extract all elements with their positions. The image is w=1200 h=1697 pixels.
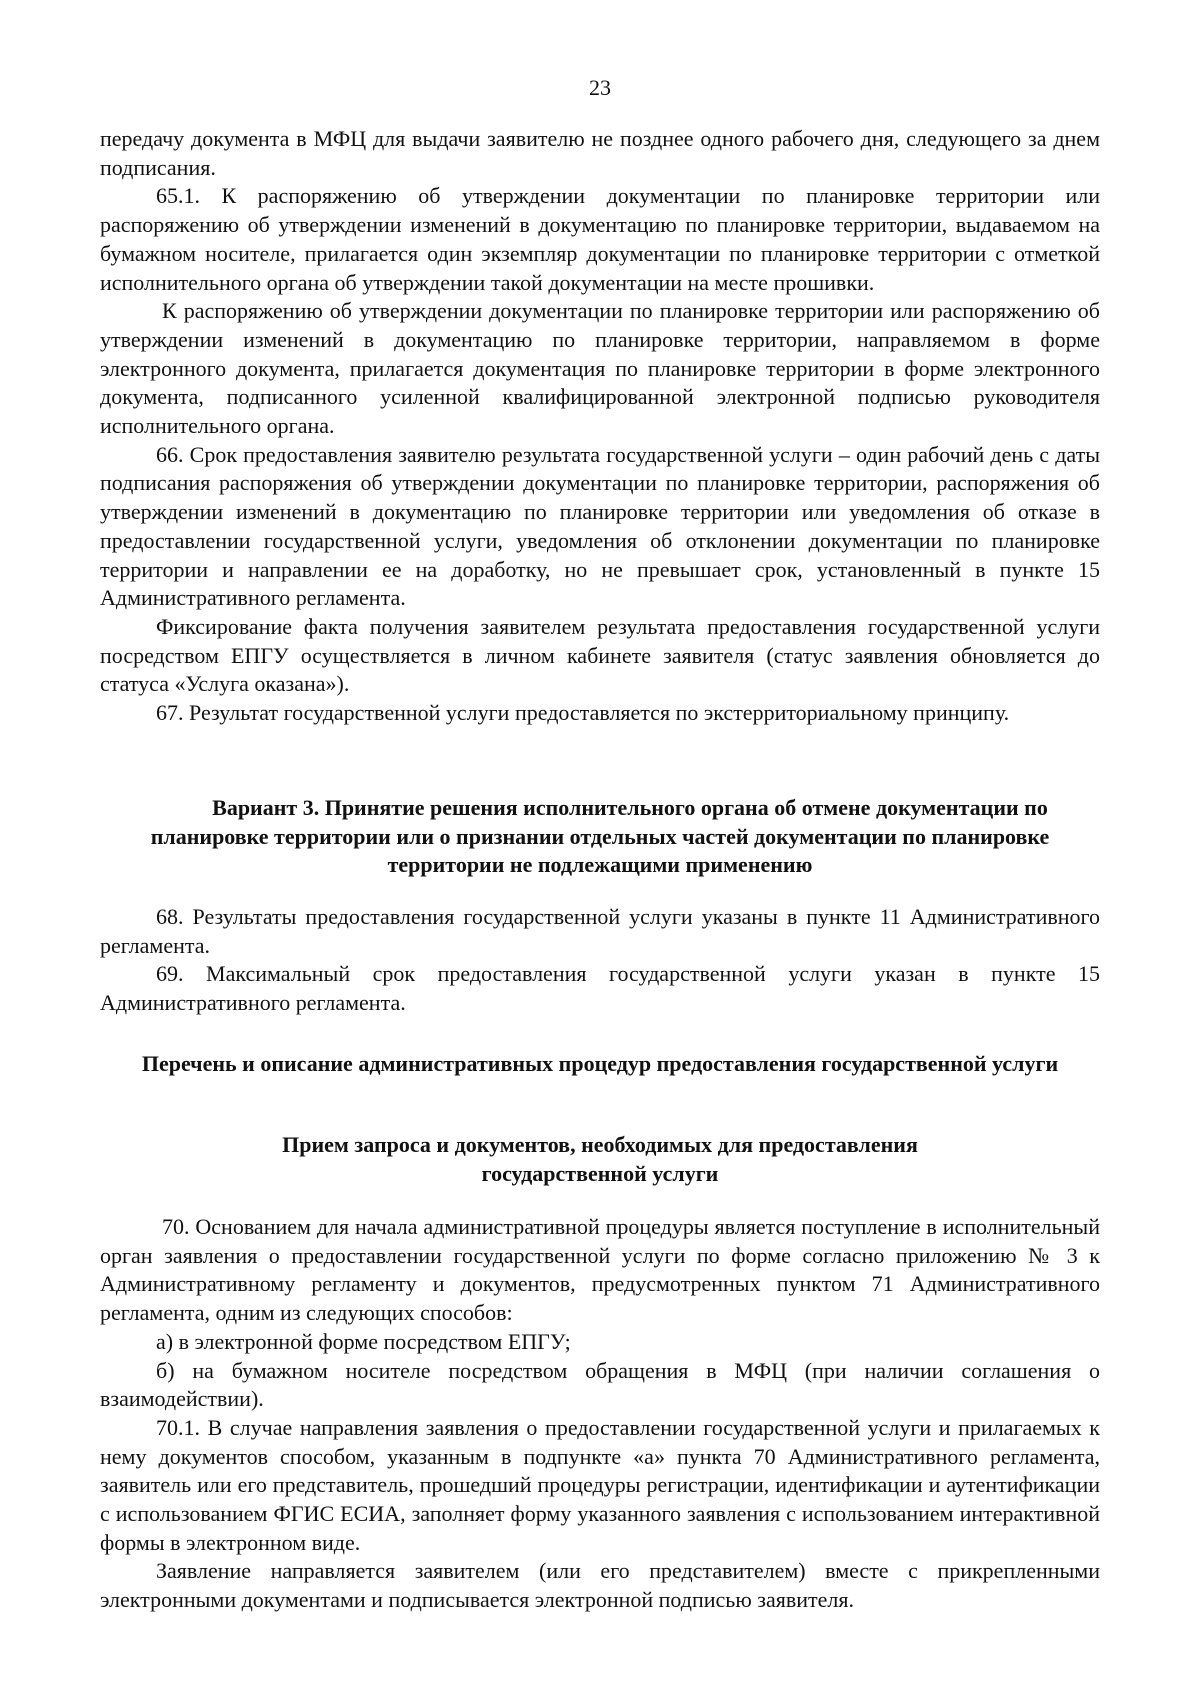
variant-3-heading-line-2: планировке территории или о признании отдельных частей документации по планировке xyxy=(150,823,1050,849)
paragraph-67: 67. Результат государственной услуги предоставляется по экстерриториальному принципу. xyxy=(156,700,1010,726)
paragraph-70-b: б) на бумажном носителе посредством обращения в МФЦ (при наличии соглашения о взаимодействии). xyxy=(100,1357,1100,1412)
section-reception xyxy=(100,1213,1100,1615)
variant-3-heading-line-3: территории не подлежащими применению xyxy=(387,852,813,878)
paragraph-65-1: 65.1. К распоряжению об утверждении документации по планировке территории или распоряжению об утверждении изменений в документацию по планировке территории, выдаваемом на бумажном носителе, прилагается один экземпляр документации по планировке территории с отметкой исполнительного органа об утверждении такой документации на месте прошивки. xyxy=(100,183,1100,295)
section-result-delivery xyxy=(100,125,1100,728)
paragraph-intro: передачу документа в МФЦ для выдачи заявителю не позднее одного рабочего дня, следующего за днем подписания. xyxy=(100,126,1100,180)
reception-heading-line-2: государственной услуги xyxy=(481,1160,719,1186)
paragraph-submission: Заявление направляется заявителем (или его представителем) вместе с прикрепленными электронными документами и подписывается электронной подписью заявителя. xyxy=(100,1558,1100,1613)
procedures-heading: Перечень и описание административных процедур предоставления государственной услуги xyxy=(141,1051,1059,1076)
paragraph-electronic-doc: К распоряжению об утверждении документации по планировке территории или распоряжению об утверждении изменений в документацию по планировке территории, направляемом в форме электронного документа, прилагается документация по планировке территории в форме электронного документа, подписанного усиленной квалифицированной электронной подписью руководителя исполнительного органа. xyxy=(100,298,1100,439)
page-number: 23 xyxy=(589,75,611,100)
paragraph-68: 68. Результаты предоставления государственной услуги указаны в пункте 11 Административного регламента. xyxy=(100,904,1100,958)
variant-3-heading-line-1: Вариант 3. Принятие решения исполнительного органа об отмене документации по xyxy=(212,795,1048,820)
paragraph-70-1: 70.1. В случае направления заявления о предоставлении государственной услуги и прилагаемых к нему документов способом, указанным в подпункте «а» пункта 70 Административного регламента, заявитель или его представитель, прошедший процедуры регистрации, идентификации и аутентификации с использованием ФГИС ЕСИА, заполняет форму указанного заявления с использованием интерактивной формы в электронном виде. xyxy=(100,1414,1100,1555)
reception-heading xyxy=(100,1131,1100,1188)
paragraph-69: 69. Максимальный срок предоставления государственной услуги указан в пункте 15 Административного регламента. xyxy=(100,961,1100,1016)
paragraph-70-a: а) в электронной форме посредством ЕПГУ; xyxy=(156,1328,571,1354)
section-variant-3 xyxy=(100,903,1100,1018)
paragraph-fixation: Фиксирование факта получения заявителем результата предоставления государственной услуги посредством ЕПГУ осуществляется в личном кабинете заявителя (статус заявления обновляется до статуса «Услуга оказана»). xyxy=(100,613,1100,697)
paragraph-66: 66. Срок предоставления заявителю результата государственной услуги – один рабочий день с даты подписания распоряжения об утверждении документации по планировке территории, распоряжения об утверждении изменений в документацию по планировке территории или уведомления об отказе в предоставлении государственной услуги, уведомления об отклонении документации по планировке территории и направлении ее на доработку, но не превышает срок, установленный в пункте 15 Административного регламента. xyxy=(100,441,1100,611)
reception-heading-line-1: Прием запроса и документов, необходимых для предоставления xyxy=(282,1132,918,1157)
paragraph-70: 70. Основанием для начала административной процедуры является поступление в исполнительный орган заявления о предоставлении государственной услуги по форме согласно приложению № 3 к Административному регламенту и документов, предусмотренных пунктом 71 Административного регламента, одним из следующих способов: xyxy=(100,1214,1100,1326)
variant-3-heading xyxy=(100,794,1100,880)
